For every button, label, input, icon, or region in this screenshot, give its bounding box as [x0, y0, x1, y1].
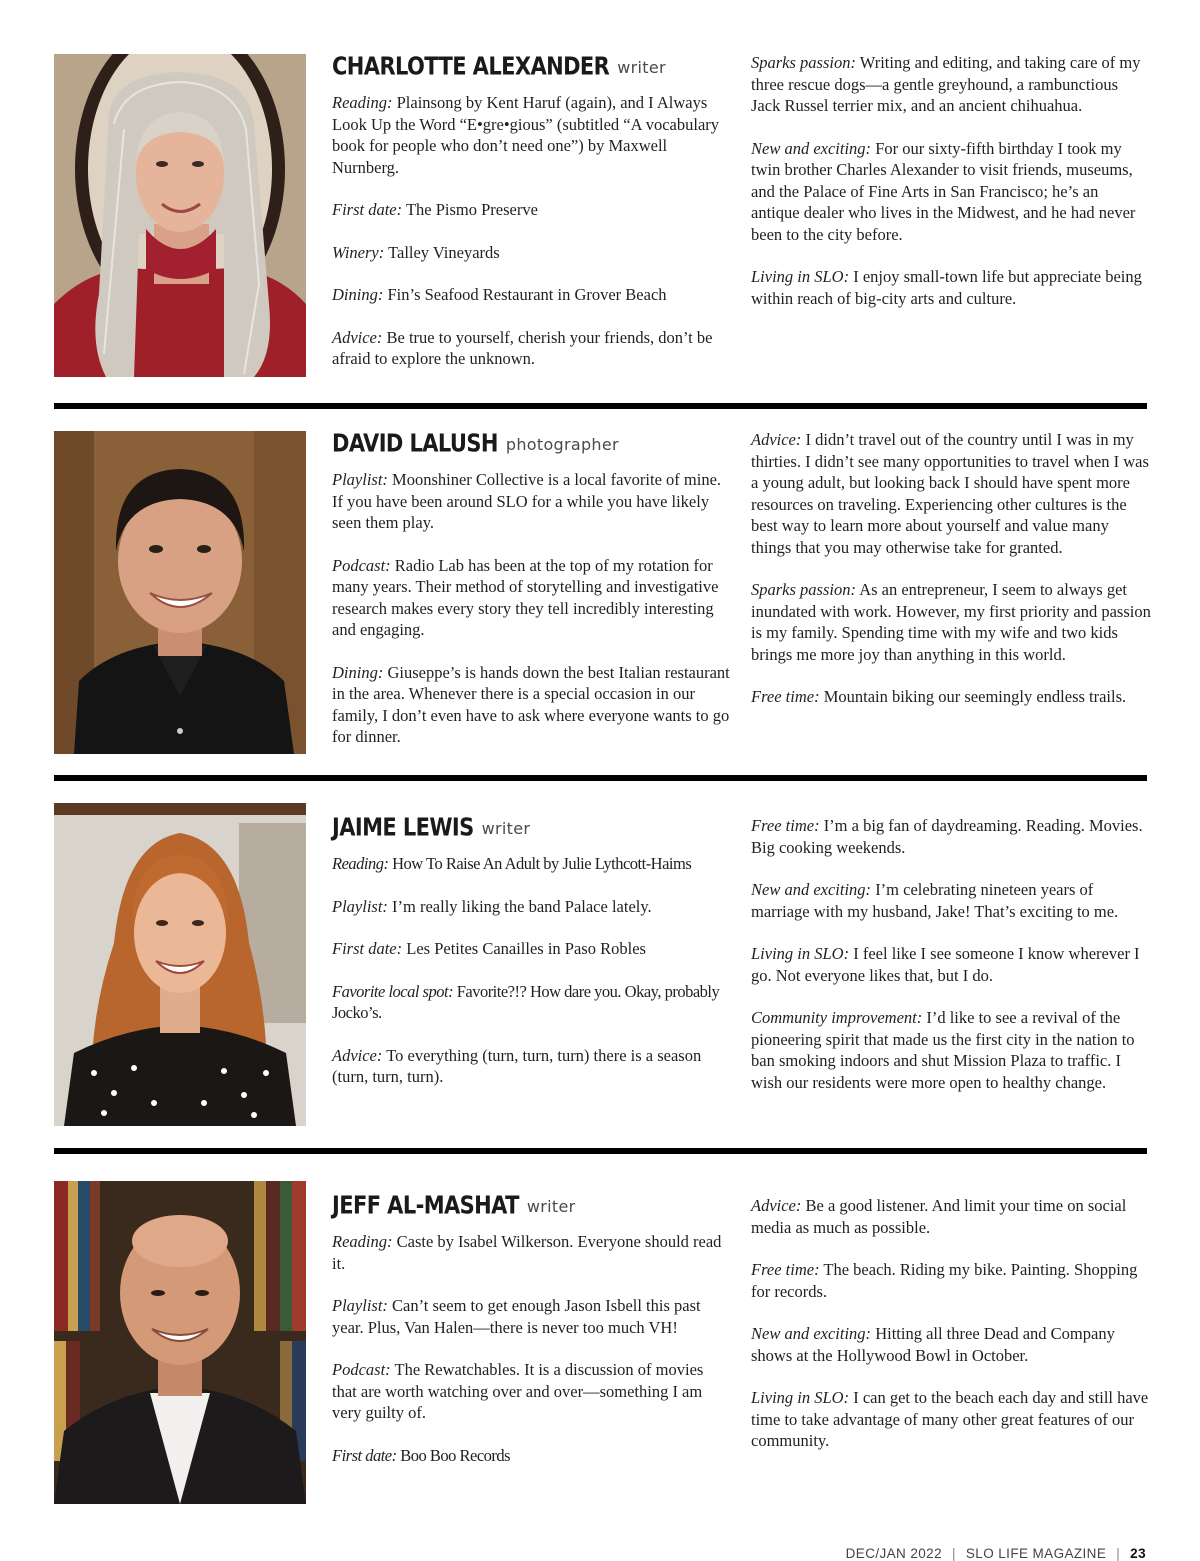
entry-free-time: Free time: The beach. Riding my bike. Painting. Shopping for records.: [751, 1260, 1138, 1301]
right-column: [751, 429, 1151, 729]
footer-issue: DEC/JAN 2022: [845, 1546, 942, 1561]
page-footer: [846, 1546, 1146, 1561]
left-column: [332, 812, 732, 1109]
entry-reading: Reading: Plainsong by Kent Haruf (again), and I Always Look Up the Word “E•gre•gious” (subtitled “A vocabulary book for people who don’t need one”) by Maxwell Nurnberg.: [332, 93, 720, 177]
entry-advice: Advice: Be true to yourself, cherish your friends, don’t be afraid to explore the unknown.: [332, 327, 713, 368]
person-role: writer: [481, 819, 531, 838]
page-number: 23: [1130, 1546, 1146, 1561]
name-heading: [332, 51, 732, 81]
entry-living-in-slo: Living in SLO: I feel like I see someone I know wherever I go. Not everyone likes that, but I do.: [751, 944, 1140, 985]
footer-magazine: SLO LIFE MAGAZINE: [965, 1546, 1107, 1561]
footer-divider: |: [1116, 1546, 1121, 1561]
entry-first-date: First date: The Pismo Preserve: [332, 200, 538, 219]
left-column: [332, 51, 732, 391]
footer-divider: |: [951, 1546, 956, 1561]
entry-free-time: Free time: Mountain biking our seemingly endless trails.: [751, 687, 1127, 706]
portrait-photo: [54, 803, 306, 1126]
person-name: JEFF AL-MASHAT: [332, 1190, 519, 1220]
entry-podcast: Podcast: Radio Lab has been at the top of my rotation for many years. Their method of storytelling and investigative research makes every story they tell incredibly interesting and engaging.: [332, 555, 719, 639]
entry-playlist: Playlist: Can’t seem to get enough Jason Isbell this past year. Plus, Van Halen—there is never too much VH!: [332, 1296, 701, 1337]
name-heading: [332, 428, 732, 458]
right-column: [751, 815, 1151, 1114]
entry-living-in-slo: Living in SLO: I enjoy small-town life but appreciate being within reach of big-city arts and culture.: [751, 267, 1142, 308]
name-heading: [332, 1190, 732, 1220]
person-role: writer: [526, 1197, 576, 1216]
entry-sparks-passion: Sparks passion: Writing and editing, and taking care of my three rescue dogs—a gentle greyhound, a rambunctious Jack Russel terrier mix, and an ancient chihuahua.: [751, 53, 1141, 115]
entry-new-and-exciting: New and exciting: I’m celebrating nineteen years of marriage with my husband, Jake! That’s exciting to me.: [751, 880, 1119, 921]
right-column: [751, 1195, 1151, 1473]
portrait-photo: [54, 431, 306, 754]
entry-advice: Advice: To everything (turn, turn, turn) there is a season (turn, turn, turn).: [332, 1045, 702, 1086]
entry-reading: Reading: How To Raise An Adult by Julie Lythcott-Haims: [332, 854, 692, 873]
person-role: photographer: [505, 435, 619, 454]
section-divider: [54, 403, 1147, 409]
entry-dining: Dining: Giuseppe’s is hands down the best Italian restaurant in the area. Whenever there is a special occasion in our family, I don’t even have to ask where everyone wants to go for dinner.: [332, 662, 730, 746]
entry-advice: Advice: Be a good listener. And limit your time on social media as much as possible.: [751, 1196, 1127, 1237]
right-column: [751, 52, 1151, 330]
entry-reading: Reading: Caste by Isabel Wilkerson. Everyone should read it.: [332, 1232, 722, 1273]
left-column: [332, 428, 732, 769]
entry-first-date: First date: Les Petites Canailles in Paso Robles: [332, 939, 646, 958]
entry-advice: Advice: I didn’t travel out of the country until I was in my thirties. I didn’t see many opportunities to travel when I was a young adult, but looking back I should have spent more resources on traveling. Experiencing other cultures is the best way to learn more about yourself and value many things that you may otherwise take for granted.: [751, 430, 1149, 557]
person-name: DAVID LALUSH: [332, 428, 498, 458]
section-divider: [54, 1148, 1147, 1154]
person-role: writer: [617, 58, 666, 77]
entry-playlist: Playlist: I’m really liking the band Palace lately.: [332, 896, 652, 916]
entry-community-improvement: Community improvement: I’d like to see a revival of the pioneering spirit that made us the first city in the nation to ban smoking indoors and shut Mission Plaza to traffic. I wish our residents were more open to healthy change.: [751, 1008, 1135, 1092]
portrait-photo: [54, 54, 306, 377]
entry-sparks-passion: Sparks passion: As an entrepreneur, I seem to always get inundated with work. However, my first priority and passion is my family. Spending time with my wife and two kids brings me more joy than anything in this world.: [751, 580, 1151, 664]
entry-podcast: Podcast: The Rewatchables. It is a discussion of movies that are worth watching over and over—something I am very guilty of.: [332, 1360, 704, 1422]
entry-free-time: Free time: I’m a big fan of daydreaming. Reading. Movies. Big cooking weekends.: [751, 816, 1143, 857]
person-name: CHARLOTTE ALEXANDER: [332, 51, 610, 81]
person-name: JAIME LEWIS: [332, 812, 474, 842]
entry-playlist: Playlist: Moonshiner Collective is a local favorite of mine. If you have been around SLO for a while you have likely seen them play.: [332, 470, 722, 532]
entry-favorite-local-spot: Favorite local spot: Favorite?!? How dare you. Okay, probably Jocko’s.: [332, 981, 720, 1022]
entry-new-and-exciting: New and exciting: For our sixty-fifth birthday I took my twin brother Charles Alexander to visit friends, museums, and the Palace of Fine Arts in San Francisco; he’s an antique dealer who lives in the Midwest, and he had never been to the city before.: [751, 138, 1136, 244]
left-column: [332, 1190, 732, 1487]
entry-first-date: First date: Boo Boo Records: [332, 1445, 511, 1465]
entry-new-and-exciting: New and exciting: Hitting all three Dead and Company shows at the Hollywood Bowl in October.: [751, 1324, 1115, 1365]
section-divider: [54, 775, 1147, 781]
portrait-photo: [54, 1181, 306, 1504]
entry-dining: Dining: Fin’s Seafood Restaurant in Grover Beach: [332, 285, 667, 304]
entry-living-in-slo: Living in SLO: I can get to the beach each day and still have time to take advantage of many other great features of our community.: [751, 1388, 1149, 1450]
entry-winery: Winery: Talley Vineyards: [332, 242, 500, 262]
name-heading: [332, 812, 732, 842]
